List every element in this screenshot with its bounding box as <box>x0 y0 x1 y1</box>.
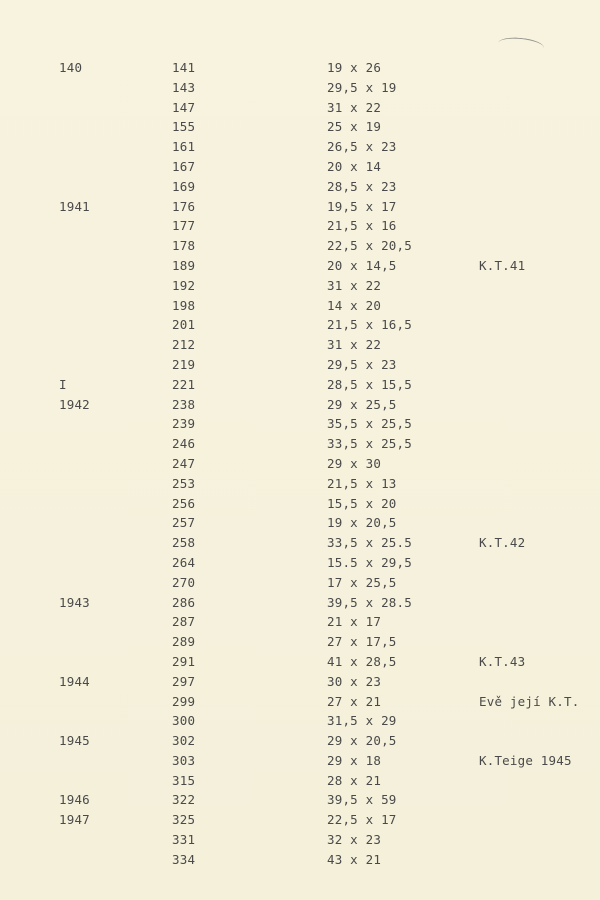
annotation: K.T.43 <box>479 653 526 669</box>
list-item <box>0 296 600 316</box>
catalog-number: 297 <box>172 673 196 689</box>
list-item <box>0 58 600 78</box>
list-item <box>0 78 600 98</box>
dimensions: 19 x 26 <box>327 60 382 75</box>
dimensions: 17 x 25,5 <box>327 574 397 590</box>
annotation: K.Teige 1945 <box>479 752 572 768</box>
catalog-number: 300 <box>172 713 196 729</box>
year-cell: 1942 <box>59 396 90 412</box>
catalog-number: 143 <box>172 79 196 95</box>
catalog-number: 212 <box>172 337 196 353</box>
list-item <box>0 414 600 434</box>
list-item <box>0 771 600 791</box>
dimensions: 21 x 17 <box>327 614 382 630</box>
annotation: K.T.41 <box>479 257 526 273</box>
dimensions: 39,5 x 59 <box>327 792 397 808</box>
year-cell: 1947 <box>59 812 90 828</box>
list-item <box>0 612 600 632</box>
dimensions: 20 x 14 <box>327 158 382 174</box>
dimensions: 15,5 x 20 <box>327 495 397 511</box>
list-item <box>0 494 600 514</box>
catalog-number: 155 <box>172 119 196 135</box>
list-item <box>0 553 600 573</box>
dimensions: 39,5 x 28.5 <box>327 594 412 610</box>
list-item <box>0 850 600 870</box>
catalog-number: 257 <box>172 515 196 531</box>
list-item <box>0 375 600 395</box>
dimensions: 41 x 28,5 <box>327 653 397 669</box>
catalog-number: 325 <box>172 812 196 828</box>
catalog-number: 178 <box>172 238 196 254</box>
list-item <box>0 454 600 474</box>
dimensions: 28,5 x 15,5 <box>327 376 412 392</box>
list-item <box>0 117 600 137</box>
dimensions: 28 x 21 <box>327 772 382 788</box>
year-cell: I <box>59 376 67 392</box>
dimensions: 28,5 x 23 <box>327 178 397 194</box>
list-item <box>0 513 600 533</box>
catalog-number: 299 <box>172 693 196 709</box>
dimensions: 19,5 x 17 <box>327 198 397 214</box>
list-item <box>0 711 600 731</box>
list-item <box>0 672 600 692</box>
catalog-number: 189 <box>172 257 196 273</box>
year-cell: 1945 <box>59 733 90 749</box>
dimensions: 32 x 23 <box>327 832 382 848</box>
list-item <box>0 137 600 157</box>
dimensions: 27 x 17,5 <box>327 634 397 650</box>
list-item <box>0 256 600 276</box>
dimensions: 31 x 22 <box>327 99 382 115</box>
list-item <box>0 98 600 118</box>
list-item <box>0 790 600 810</box>
list-item <box>0 731 600 751</box>
list-item <box>0 751 600 771</box>
catalog-number: 167 <box>172 158 196 174</box>
list-item <box>0 810 600 830</box>
catalog-number: 177 <box>172 218 196 234</box>
list-item <box>0 533 600 553</box>
catalog-number: 334 <box>172 851 196 867</box>
dimensions: 29,5 x 19 <box>327 79 397 95</box>
pencil-mark <box>497 36 544 56</box>
dimensions: 15.5 x 29,5 <box>327 554 412 570</box>
annotation: K.T.42 <box>479 535 526 551</box>
inventory-list <box>0 58 600 870</box>
catalog-number: 258 <box>172 535 196 551</box>
list-item <box>0 216 600 236</box>
year-cell: 1941 <box>59 198 90 214</box>
dimensions: 30 x 23 <box>327 673 382 689</box>
list-item <box>0 395 600 415</box>
list-item <box>0 652 600 672</box>
catalog-number: 303 <box>172 752 196 768</box>
catalog-number: 169 <box>172 178 196 194</box>
dimensions: 21,5 x 16,5 <box>327 317 412 333</box>
list-item <box>0 434 600 454</box>
list-item <box>0 355 600 375</box>
catalog-number: 198 <box>172 297 196 313</box>
dimensions: 29 x 18 <box>327 752 382 768</box>
year-cell: 1944 <box>59 673 90 689</box>
dimensions: 35,5 x 25,5 <box>327 416 412 432</box>
dimensions: 29 x 30 <box>327 455 382 471</box>
dimensions: 22,5 x 20,5 <box>327 238 412 254</box>
catalog-number: 253 <box>172 475 196 491</box>
catalog-number: 238 <box>172 396 196 412</box>
catalog-number: 289 <box>172 634 196 650</box>
list-item <box>0 236 600 256</box>
catalog-number: 286 <box>172 594 196 610</box>
catalog-number: 246 <box>172 436 196 452</box>
dimensions: 20 x 14,5 <box>327 257 397 273</box>
dimensions: 31 x 22 <box>327 277 382 293</box>
dimensions: 31,5 x 29 <box>327 713 397 729</box>
year-cell: 140 <box>59 60 83 75</box>
catalog-number: 192 <box>172 277 196 293</box>
catalog-number: 147 <box>172 99 196 115</box>
catalog-number: 247 <box>172 455 196 471</box>
list-item <box>0 593 600 613</box>
catalog-number: 270 <box>172 574 196 590</box>
dimensions: 27 x 21 <box>327 693 382 709</box>
dimensions: 25 x 19 <box>327 119 382 135</box>
annotation: Evě její K.T. <box>479 693 580 709</box>
catalog-number: 161 <box>172 139 196 155</box>
catalog-number: 302 <box>172 733 196 749</box>
list-item <box>0 276 600 296</box>
dimensions: 19 x 20,5 <box>327 515 397 531</box>
list-item <box>0 335 600 355</box>
list-item <box>0 157 600 177</box>
dimensions: 29,5 x 23 <box>327 356 397 372</box>
catalog-number: 291 <box>172 653 196 669</box>
list-item <box>0 573 600 593</box>
catalog-number: 201 <box>172 317 196 333</box>
dimensions: 14 x 20 <box>327 297 382 313</box>
dimensions: 31 x 22 <box>327 337 382 353</box>
year-cell: 1946 <box>59 792 90 808</box>
dimensions: 21,5 x 16 <box>327 218 397 234</box>
catalog-number: 219 <box>172 356 196 372</box>
dimensions: 29 x 20,5 <box>327 733 397 749</box>
catalog-number: 264 <box>172 554 196 570</box>
list-item <box>0 197 600 217</box>
dimensions: 29 x 25,5 <box>327 396 397 412</box>
dimensions: 21,5 x 13 <box>327 475 397 491</box>
dimensions: 33,5 x 25.5 <box>327 535 412 551</box>
catalog-number: 176 <box>172 198 196 214</box>
list-item <box>0 632 600 652</box>
list-item <box>0 474 600 494</box>
catalog-number: 315 <box>172 772 196 788</box>
list-item <box>0 830 600 850</box>
catalog-number: 141 <box>172 60 196 75</box>
dimensions: 22,5 x 17 <box>327 812 397 828</box>
catalog-number: 322 <box>172 792 196 808</box>
catalog-number: 331 <box>172 832 196 848</box>
list-item <box>0 315 600 335</box>
catalog-number: 287 <box>172 614 196 630</box>
year-cell: 1943 <box>59 594 90 610</box>
catalog-number: 239 <box>172 416 196 432</box>
catalog-number: 221 <box>172 376 196 392</box>
dimensions: 33,5 x 25,5 <box>327 436 412 452</box>
dimensions: 26,5 x 23 <box>327 139 397 155</box>
catalog-number: 256 <box>172 495 196 511</box>
dimensions: 43 x 21 <box>327 851 382 867</box>
list-item <box>0 177 600 197</box>
list-item <box>0 692 600 712</box>
